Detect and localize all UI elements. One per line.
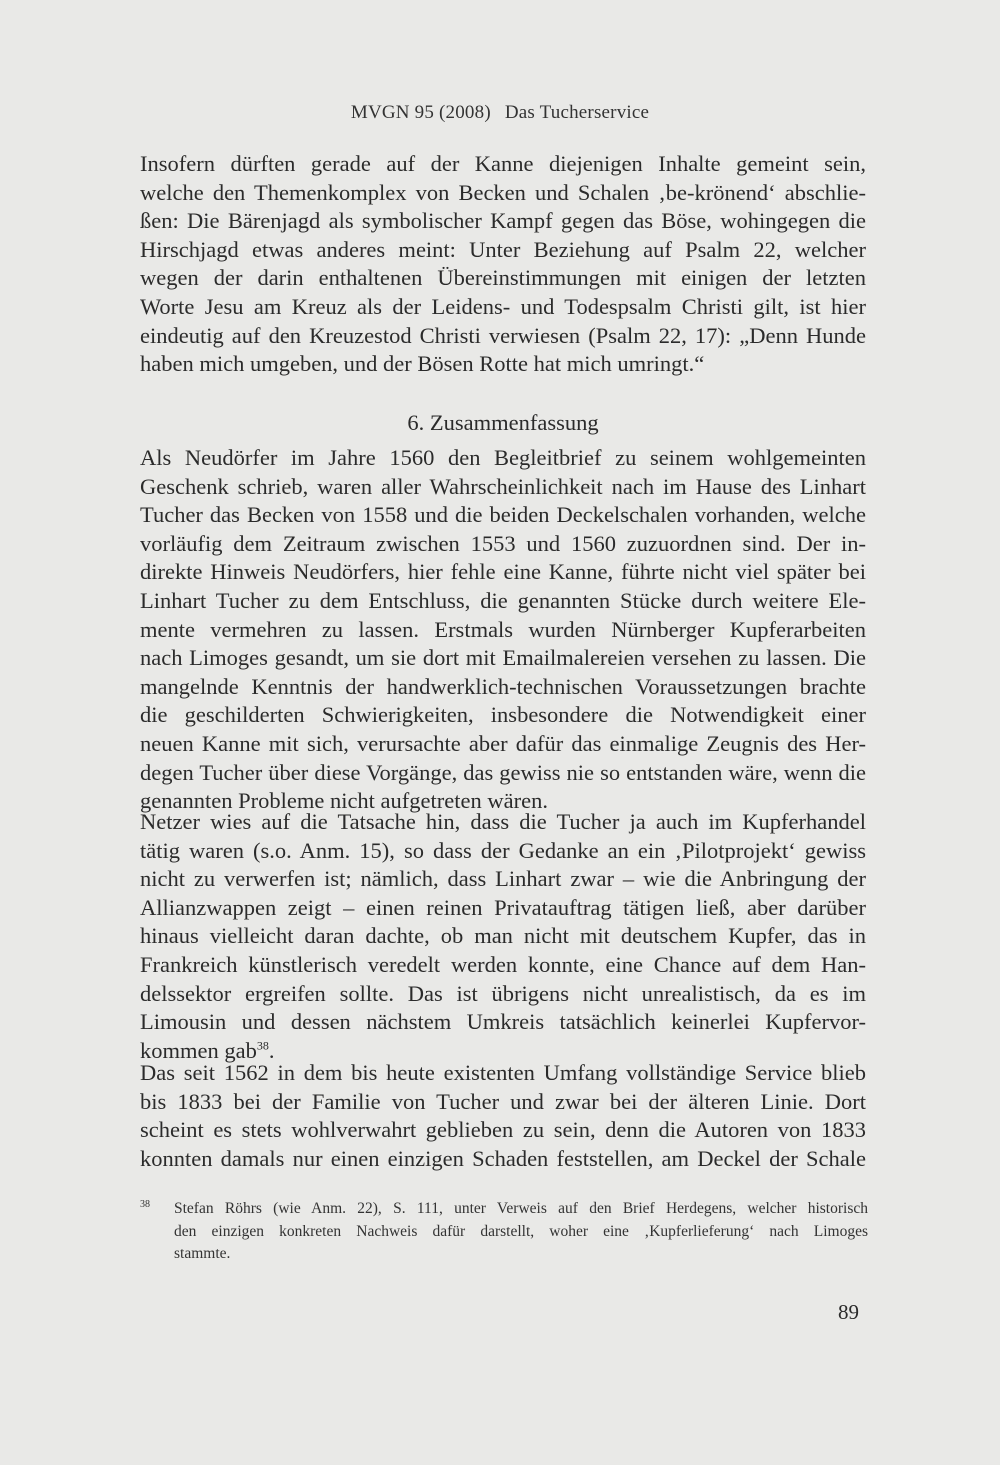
text-line: direkte Hinweis Neudörfers, hier fehle eine Kanne, führte nicht viel später bei xyxy=(140,559,866,585)
text-line: neuen Kanne mit sich, verursachte aber dafür das einmalige Zeugnis des Her- xyxy=(140,730,866,756)
text-line: scheint es stets wohlverwahrt geblieben zu sein, denn die Autoren von 1833 xyxy=(140,1117,866,1143)
text-line: degen Tucher über diese Vorgänge, das gewiss nie so entstanden wäre, wenn die xyxy=(140,759,866,785)
text-fragment: . xyxy=(268,1037,275,1063)
paragraph-4 xyxy=(140,1059,866,1173)
text-line: Limousin und dessen nächstem Umkreis tatsächlich keinerlei Kupfervor- xyxy=(140,1009,866,1035)
text-line: mangelnde Kenntnis der handwerklich-technischen Voraussetzungen brachte xyxy=(140,673,866,699)
text-line: Als Neudörfer im Jahre 1560 den Begleitbrief zu seinem wohlgemeinten xyxy=(140,445,866,470)
text-line: ßen: Die Bärenjagd als symbolischer Kampf gegen das Böse, wohingegen die xyxy=(140,208,866,234)
text-line: Netzer wies auf die Tatsache hin, dass die Tucher ja auch im Kupferhandel xyxy=(140,809,866,834)
text-line: wegen der darin enthaltenen Übereinstimmungen mit einigen der letzten xyxy=(140,265,866,291)
section-heading: 6. Zusammenfassung xyxy=(407,410,599,435)
footnote-line: Stefan Röhrs (wie Anm. 22), S. 111, unter Verweis auf den Brief Herdegens, welcher historisch xyxy=(174,1200,868,1217)
footnote-line: stammte. xyxy=(174,1245,231,1262)
text-line: bis 1833 bei der Familie von Tucher und zwar bei der älteren Linie. Dort xyxy=(140,1088,866,1114)
text-line: Hirschjagd etwas anderes meint: Unter Beziehung auf Psalm 22, welcher xyxy=(140,236,866,262)
text-line: nach Limoges gesandt, um sie dort mit Emailmalereien versehen zu lassen. Die xyxy=(140,645,866,671)
article-title: Das Tucherservice xyxy=(504,102,650,123)
text-line: Frankreich künstlerisch veredelt werden konnte, eine Chance auf dem Han- xyxy=(140,951,866,977)
text-line: haben mich umgeben, und der Bösen Rotte hat mich umringt.“ xyxy=(140,351,705,377)
running-head xyxy=(0,102,1000,124)
footnote-reference[interactable]: 38 xyxy=(256,1038,269,1053)
text-line: Linhart Tucher zu dem Entschluss, die genannten Stücke durch weitere Ele- xyxy=(140,587,866,613)
text-line: tätig waren (s.o. Anm. 15), so dass der Gedanke an ein ‚Pilotprojekt‘ gewiss xyxy=(140,837,866,863)
text-line: Allianzwappen zeigt – einen reinen Privatauftrag tätigen ließ, aber darüber xyxy=(140,894,866,920)
paragraph-2 xyxy=(140,444,866,816)
text-line: Das seit 1562 in dem bis heute existenten Umfang vollständige Service blieb xyxy=(140,1060,866,1085)
footnote xyxy=(140,1198,868,1266)
text-line: konnten damals nur einen einzigen Schaden feststellen, am Deckel der Schale xyxy=(140,1145,866,1171)
text-line: Geschenk schrieb, waren aller Wahrscheinlichkeit nach im Hause des Linhart xyxy=(140,473,866,499)
text-line: vorläufig dem Zeitraum zwischen 1553 und 1560 zuzuordnen sind. Der in- xyxy=(140,530,866,556)
paragraph-3 xyxy=(140,808,866,1065)
text-line: mente vermehren zu lassen. Erstmals wurden Nürnberger Kupferarbeiten xyxy=(140,616,866,642)
text-fragment: kommen gab xyxy=(140,1037,257,1063)
text-line: die geschilderten Schwierigkeiten, insbesondere die Notwendigkeit einer xyxy=(140,702,866,728)
text-line: Worte Jesu am Kreuz als der Leidens- und Todespsalm Christi gilt, ist hier xyxy=(140,293,866,319)
text-line: hinaus vielleicht daran dachte, ob man nicht mit deutschem Kupfer, das in xyxy=(140,923,866,949)
paragraph-1 xyxy=(140,150,866,379)
text-line: genannten Probleme nicht aufgetreten wären. xyxy=(140,788,548,814)
text-line: nicht zu verwerfen ist; nämlich, dass Linhart zwar – wie die Anbringung der xyxy=(140,866,866,892)
text-line: welche den Themenkomplex von Becken und Schalen ‚be-krönend‘ abschlie- xyxy=(140,179,866,205)
text-line: eindeutig auf den Kreuzestod Christi verwiesen (Psalm 22, 17): „Denn Hunde xyxy=(140,322,866,348)
footnote-number: 38 xyxy=(140,1199,150,1210)
page-number: 89 xyxy=(838,1300,859,1324)
journal-reference: MVGN 95 (2008) xyxy=(350,102,491,123)
text-line: delssektor ergreifen sollte. Das ist übrigens nicht unrealistisch, da es im xyxy=(140,980,866,1006)
text-line: Insofern dürften gerade auf der Kanne diejenigen Inhalte gemeint sein, xyxy=(140,151,866,176)
text-line: Tucher das Becken von 1558 und die beiden Deckelschalen vorhanden, welche xyxy=(140,502,866,528)
footnote-line: den einzigen konkreten Nachweis dafür darstellt, woher eine ‚Kupferlieferung‘ nach Limoges xyxy=(174,1222,868,1240)
footnote-text xyxy=(140,1198,868,1266)
